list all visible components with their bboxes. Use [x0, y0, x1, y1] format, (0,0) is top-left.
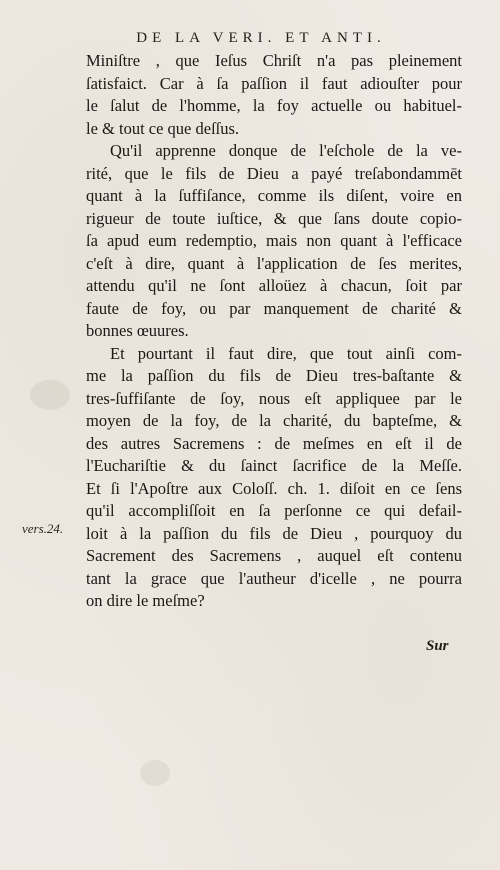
text-line: ſa apud eum redemptio, mais non quant à l'efficace — [86, 231, 462, 250]
text-line: quant à la ſuffiſance, comme ils diſent, voire en — [86, 186, 462, 205]
text-line: me la paſſion du fils de Dieu tres-baſtante & — [86, 366, 462, 385]
paper-stain — [30, 380, 70, 410]
text-line: ſatisfaict. Car à ſa paſſion il faut adiouſter pour — [86, 73, 462, 93]
text-line: rigueur de toute iuſtice, & que ſans doute copio- — [86, 208, 462, 228]
text-line: Sacrement des Sacremens , auquel eſt contenu — [86, 546, 462, 565]
text-line: Et pourtant il faut dire, que tout ainſi com- — [110, 343, 462, 363]
text-line: qu'il accompliſſoit en ſa perſonne ce qui defail- — [86, 501, 462, 520]
text-line: l'Euchariſtie & du ſainct ſacrifice de la Meſſe. — [86, 456, 462, 475]
text-line: des autres Sacremens : de meſmes en eſt il de — [86, 433, 462, 453]
margin-note: vers.24. — [22, 521, 64, 536]
text-line: le & tout ce que deſſus. — [86, 118, 240, 138]
text-line: rité, que le fils de Dieu a payé treſabondammēt — [86, 163, 462, 183]
text-line: c'eſt à dire, quant à l'application de ſes merites, — [86, 253, 462, 273]
text-line: on dire le meſme? — [86, 591, 205, 610]
body-text — [86, 50, 462, 613]
running-head: DE LA VERI. ET ANTI. — [136, 30, 386, 46]
text-line: Et ſi l'Apoſtre aux Coloſſ. ch. 1. diſoit en ce ſens — [86, 478, 462, 498]
text-line: loit à la paſſion du fils de Dieu , pourquoy du — [86, 523, 462, 543]
text-line: faute de foy, ou par manquement de charité & — [86, 298, 462, 318]
text-line: le ſalut de l'homme, la foy actuelle ou habituel- — [86, 96, 462, 115]
text-line: moyen de la foy, de la charité, du bapteſme, & — [86, 411, 462, 430]
paper-stain — [140, 760, 170, 786]
text-line: tres-ſuffiſante de ſoy, nous eſt appliquee par le — [86, 388, 462, 408]
text-line: Qu'il apprenne donque de l'eſchole de la ve- — [110, 141, 462, 160]
text-line: attendu qu'il ne ſont alloüez à chacun, ſoit par — [86, 276, 462, 295]
text-line: tant la grace que l'autheur d'icelle , ne pourra — [86, 568, 462, 588]
text-line: Miniſtre , que Ieſus Chriſt n'a pas pleinement — [86, 51, 462, 70]
catchword: Sur — [426, 638, 449, 654]
text-line: bonnes œuures. — [86, 321, 189, 340]
